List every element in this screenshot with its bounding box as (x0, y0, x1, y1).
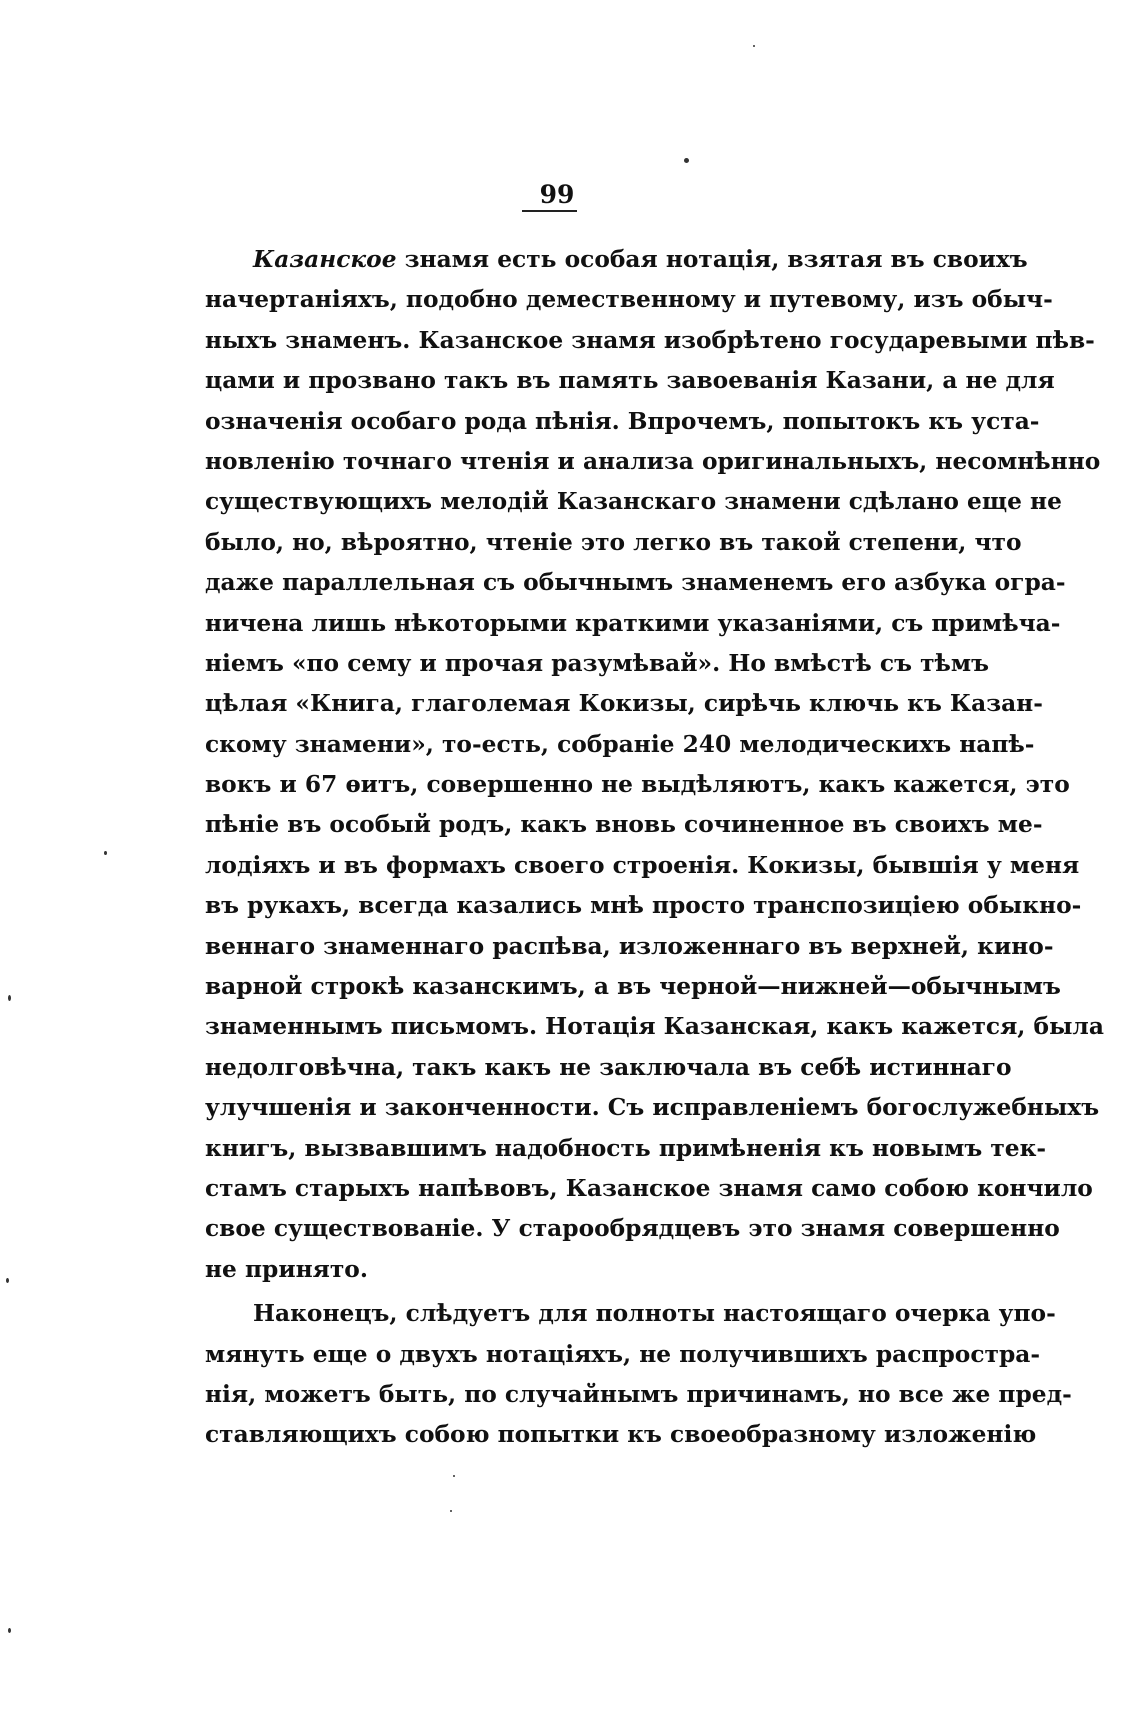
paragraph-line: начертаніяхъ, подобно демественному и путевому, изъ обыч- (205, 286, 1053, 314)
paragraph-line: существующихъ мелодій Казанскаго знамени сдѣлано еще не (205, 488, 1062, 516)
paragraph-line: означенія особаго рода пѣнія. Впрочемъ, попытокъ къ уста- (205, 407, 1040, 435)
paragraph-line: цами и прозвано такъ въ память завоеванія Казани, а не для (205, 367, 1055, 395)
paragraph-line-text: знамя есть особая нотація, взятая въ своихъ (396, 246, 1028, 273)
page-number-rule (522, 210, 577, 212)
scan-speck (6, 1278, 9, 1283)
scan-speck (684, 158, 689, 163)
paragraph-kazan-notation (205, 240, 1104, 1290)
scan-speck (453, 1475, 455, 1477)
scan-speck (450, 1510, 452, 1512)
paragraph-line: нія, можетъ быть, по случайнымъ причинамъ, но все же пред- (205, 1380, 1072, 1408)
lead-word: Казанское (253, 246, 397, 273)
paragraph-line: лодіяхъ и въ формахъ своего строенія. Кокизы, бывшія у меня (205, 851, 1080, 879)
paragraph-line: улучшенія и законченности. Съ исправленіемъ богослужебныхъ (205, 1094, 1100, 1122)
scan-speck (753, 45, 755, 47)
paragraph-line: новленію точнаго чтенія и анализа оригинальныхъ, несомнѣнно (205, 447, 1101, 475)
paragraph-line: мянуть еще о двухъ нотаціяхъ, не получившихъ распростра- (205, 1340, 1041, 1368)
paragraph-line: варной строкѣ казанскимъ, а въ черной—нижней—обычнымъ (205, 973, 1061, 1001)
page-number: 99 (539, 180, 575, 209)
paragraph-line: не принято. (205, 1255, 368, 1283)
scan-speck (8, 1628, 11, 1633)
paragraph-line: скому знамени», то-есть, собраніе 240 мелодическихъ напѣ- (205, 730, 1035, 758)
paragraph-line: цѣлая «Книга, глаголемая Кокизы, сирѣчь ключь къ Казан- (205, 690, 1043, 718)
paragraph-line: ныхъ знаменъ. Казанское знамя изобрѣтено государевыми пѣв- (205, 326, 1095, 354)
paragraph-line: книгъ, вызвавшимъ надобность примѣненія къ новымъ тек- (205, 1134, 1047, 1162)
paragraph-line: ставляющихъ собою попытки къ своеобразному изложенію (205, 1421, 1037, 1449)
paragraph-line: ніемъ «по сему и прочая разумѣвай». Но вмѣстѣ съ тѣмъ (205, 649, 990, 677)
scan-speck (8, 995, 11, 1001)
paragraph-line: ничена лишь нѣкоторыми краткими указаніями, съ примѣча- (205, 609, 1061, 637)
paragraph-line: недолговѣчна, такъ какъ не заключала въ себѣ истиннаго (205, 1053, 1012, 1081)
paragraph-other-notations (205, 1294, 1072, 1456)
paragraph-line: даже параллельная съ обычнымъ знаменемъ его азбука огра- (205, 569, 1066, 597)
paragraph-line: стамъ старыхъ напѣвовъ, Казанское знамя само собою кончило (205, 1174, 1093, 1202)
paragraph-line: въ рукахъ, всегда казались мнѣ просто транспозиціею обыкно- (205, 892, 1082, 920)
scan-speck (104, 851, 107, 855)
paragraph-line: пѣніе въ особый родъ, какъ вновь сочиненное въ своихъ ме- (205, 811, 1043, 839)
body-text (205, 240, 1104, 1456)
paragraph-line: знаменнымъ письмомъ. Нотація Казанская, какъ кажется, была (205, 1013, 1104, 1041)
paragraph-line (205, 240, 1028, 280)
paragraph-line: было, но, вѣроятно, чтеніе это легко въ такой степени, что (205, 528, 1022, 556)
paragraph-line: свое существованіе. У старообрядцевъ это знамя совершенно (205, 1215, 1060, 1243)
paragraph-line: веннаго знаменнаго распѣва, изложеннаго въ верхней, кино- (205, 932, 1054, 960)
paragraph-line: Наконецъ, слѣдуетъ для полноты настоящаго очерка упо- (253, 1300, 1056, 1328)
paragraph-line: вокъ и 67 ѳитъ, совершенно не выдѣляютъ, какъ кажется, это (205, 771, 1070, 799)
